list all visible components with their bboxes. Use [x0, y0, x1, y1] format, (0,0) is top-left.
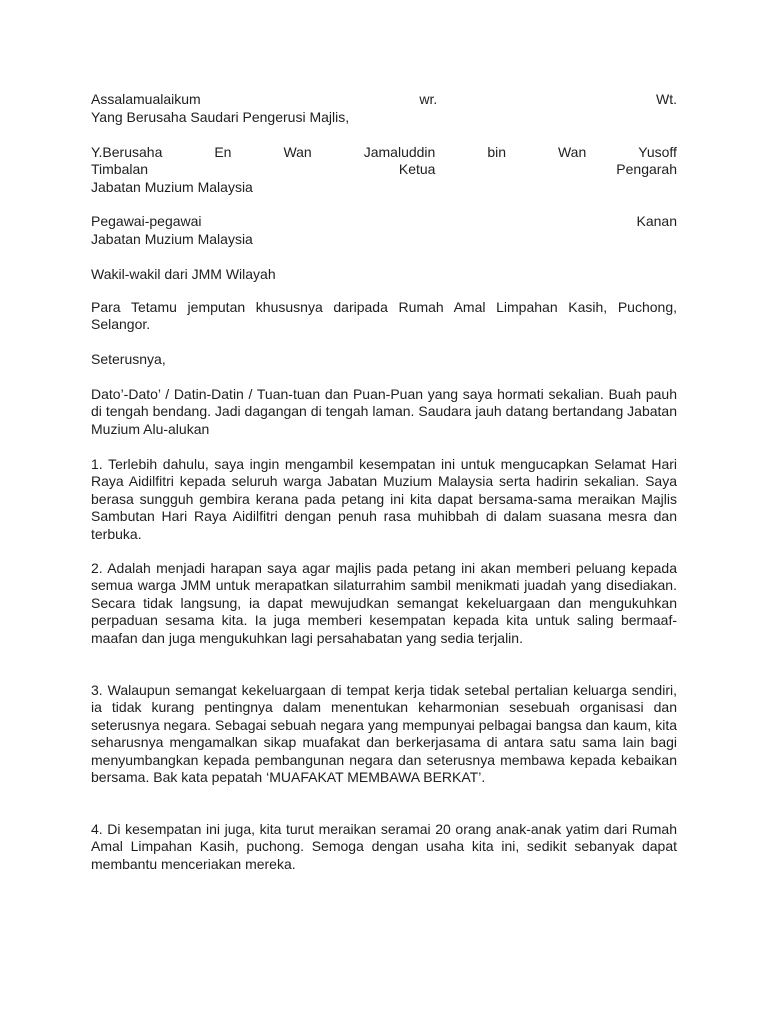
officers-word: Kanan — [636, 213, 677, 229]
paragraph-3: 3. Walaupun semangat kekeluargaan di tempat kerja tidak setebal pertalian keluarga sendiri, ia tidak kurang pentingnya dalam menentukan keharmonian sesebuah organisasi dan seterusnya negara. Sebagai sebuah negara yang mempunyai pelbagai bangsa dan kaum, kita seharusnya mengamalkan sikap muafakat dan berkerjasama di antara satu sama lain bagi menyumbangkan kepada pembangunan negara dan seterusnya membawa kepada kebaikan bersama. Bak kata pepatah ‘MUAFAKAT MEMBAWA BERKAT’. — [91, 682, 677, 786]
officers-line — [91, 212, 677, 230]
greeting-paragraph: Dato’-Dato’ / Datin-Datin / Tuan-tuan dan Puan-Puan yang saya hormati sekalian. Buah pauh di tengah bendang. Jadi dagangan di tengah laman. Saudara jauh datang bertandang Jabatan Muzium Alu-alukan — [91, 386, 677, 437]
guest-name-line — [91, 143, 677, 161]
special-guests-paragraph: Para Tetamu jemputan khususnya daripada Rumah Amal Limpahan Kasih, Puchong, Selangor. — [91, 299, 677, 333]
guest-name-word: Wan — [283, 144, 312, 160]
guest-name-word: Y.Berusaha — [91, 144, 163, 160]
guest-name-word: Jamaluddin — [363, 144, 436, 160]
guest-name-word: En — [214, 144, 232, 160]
salutation-line — [91, 90, 677, 108]
salutation-word: wr. — [419, 91, 438, 107]
guest-name-word: Yusoff — [638, 144, 677, 160]
guest-title-line — [91, 160, 677, 178]
officers-word: Pegawai-pegawai — [91, 213, 202, 229]
paragraph-2: 2. Adalah menjadi harapan saya agar majlis pada petang ini akan memberi peluang kepada semua warga JMM untuk merapatkan silaturrahim sambil menikmati juadah yang disediakan. Secara tidak langsung, ia dapat mewujudkan semangat kekeluargaan dan mengukuhkan perpaduan sesama kita. Ia juga memberi kesempatan kepada kita untuk saling bermaaf-maafan dan juga mengukuhkan lagi persahabatan yang sedia terjalin. — [91, 560, 677, 646]
guest-title-word: Pengarah — [616, 161, 677, 177]
chairperson-address: Yang Berusaha Saudari Pengerusi Majlis, — [91, 109, 350, 125]
regional-representatives: Wakil-wakil dari JMM Wilayah — [91, 266, 276, 282]
paragraph-1: 1. Terlebih dahulu, saya ingin mengambil kesempatan ini untuk mengucapkan Selamat Hari Raya Aidilfitri kepada seluruh warga Jabatan Muzium Malaysia serta hadirin sekalian. Saya berasa sungguh gembira kerana pada petang ini kita dapat bersama-sama meraikan Majlis Sambutan Hari Raya Aidilfitri dengan penuh rasa muhibbah di dalam suasana mesra dan terbuka. — [91, 456, 677, 542]
guest-department: Jabatan Muzium Malaysia — [91, 179, 253, 195]
officers-department: Jabatan Muzium Malaysia — [91, 231, 253, 247]
salutation-word: Wt. — [655, 91, 677, 107]
guest-name-word: bin — [487, 144, 506, 160]
guest-title-word: Ketua — [398, 161, 436, 177]
salutation-word: Assalamualaikum — [91, 91, 201, 107]
guest-name-word: Wan — [557, 144, 587, 160]
transition-text: Seterusnya, — [91, 351, 166, 367]
guest-title-word: Timbalan — [91, 161, 149, 177]
paragraph-4: 4. Di kesempatan ini juga, kita turut meraikan seramai 20 orang anak-anak yatim dari Rumah Amal Limpahan Kasih, puchong. Semoga dengan usaha kita ini, sedikit sebanyak dapat membantu menceriakan mereka. — [91, 821, 677, 872]
